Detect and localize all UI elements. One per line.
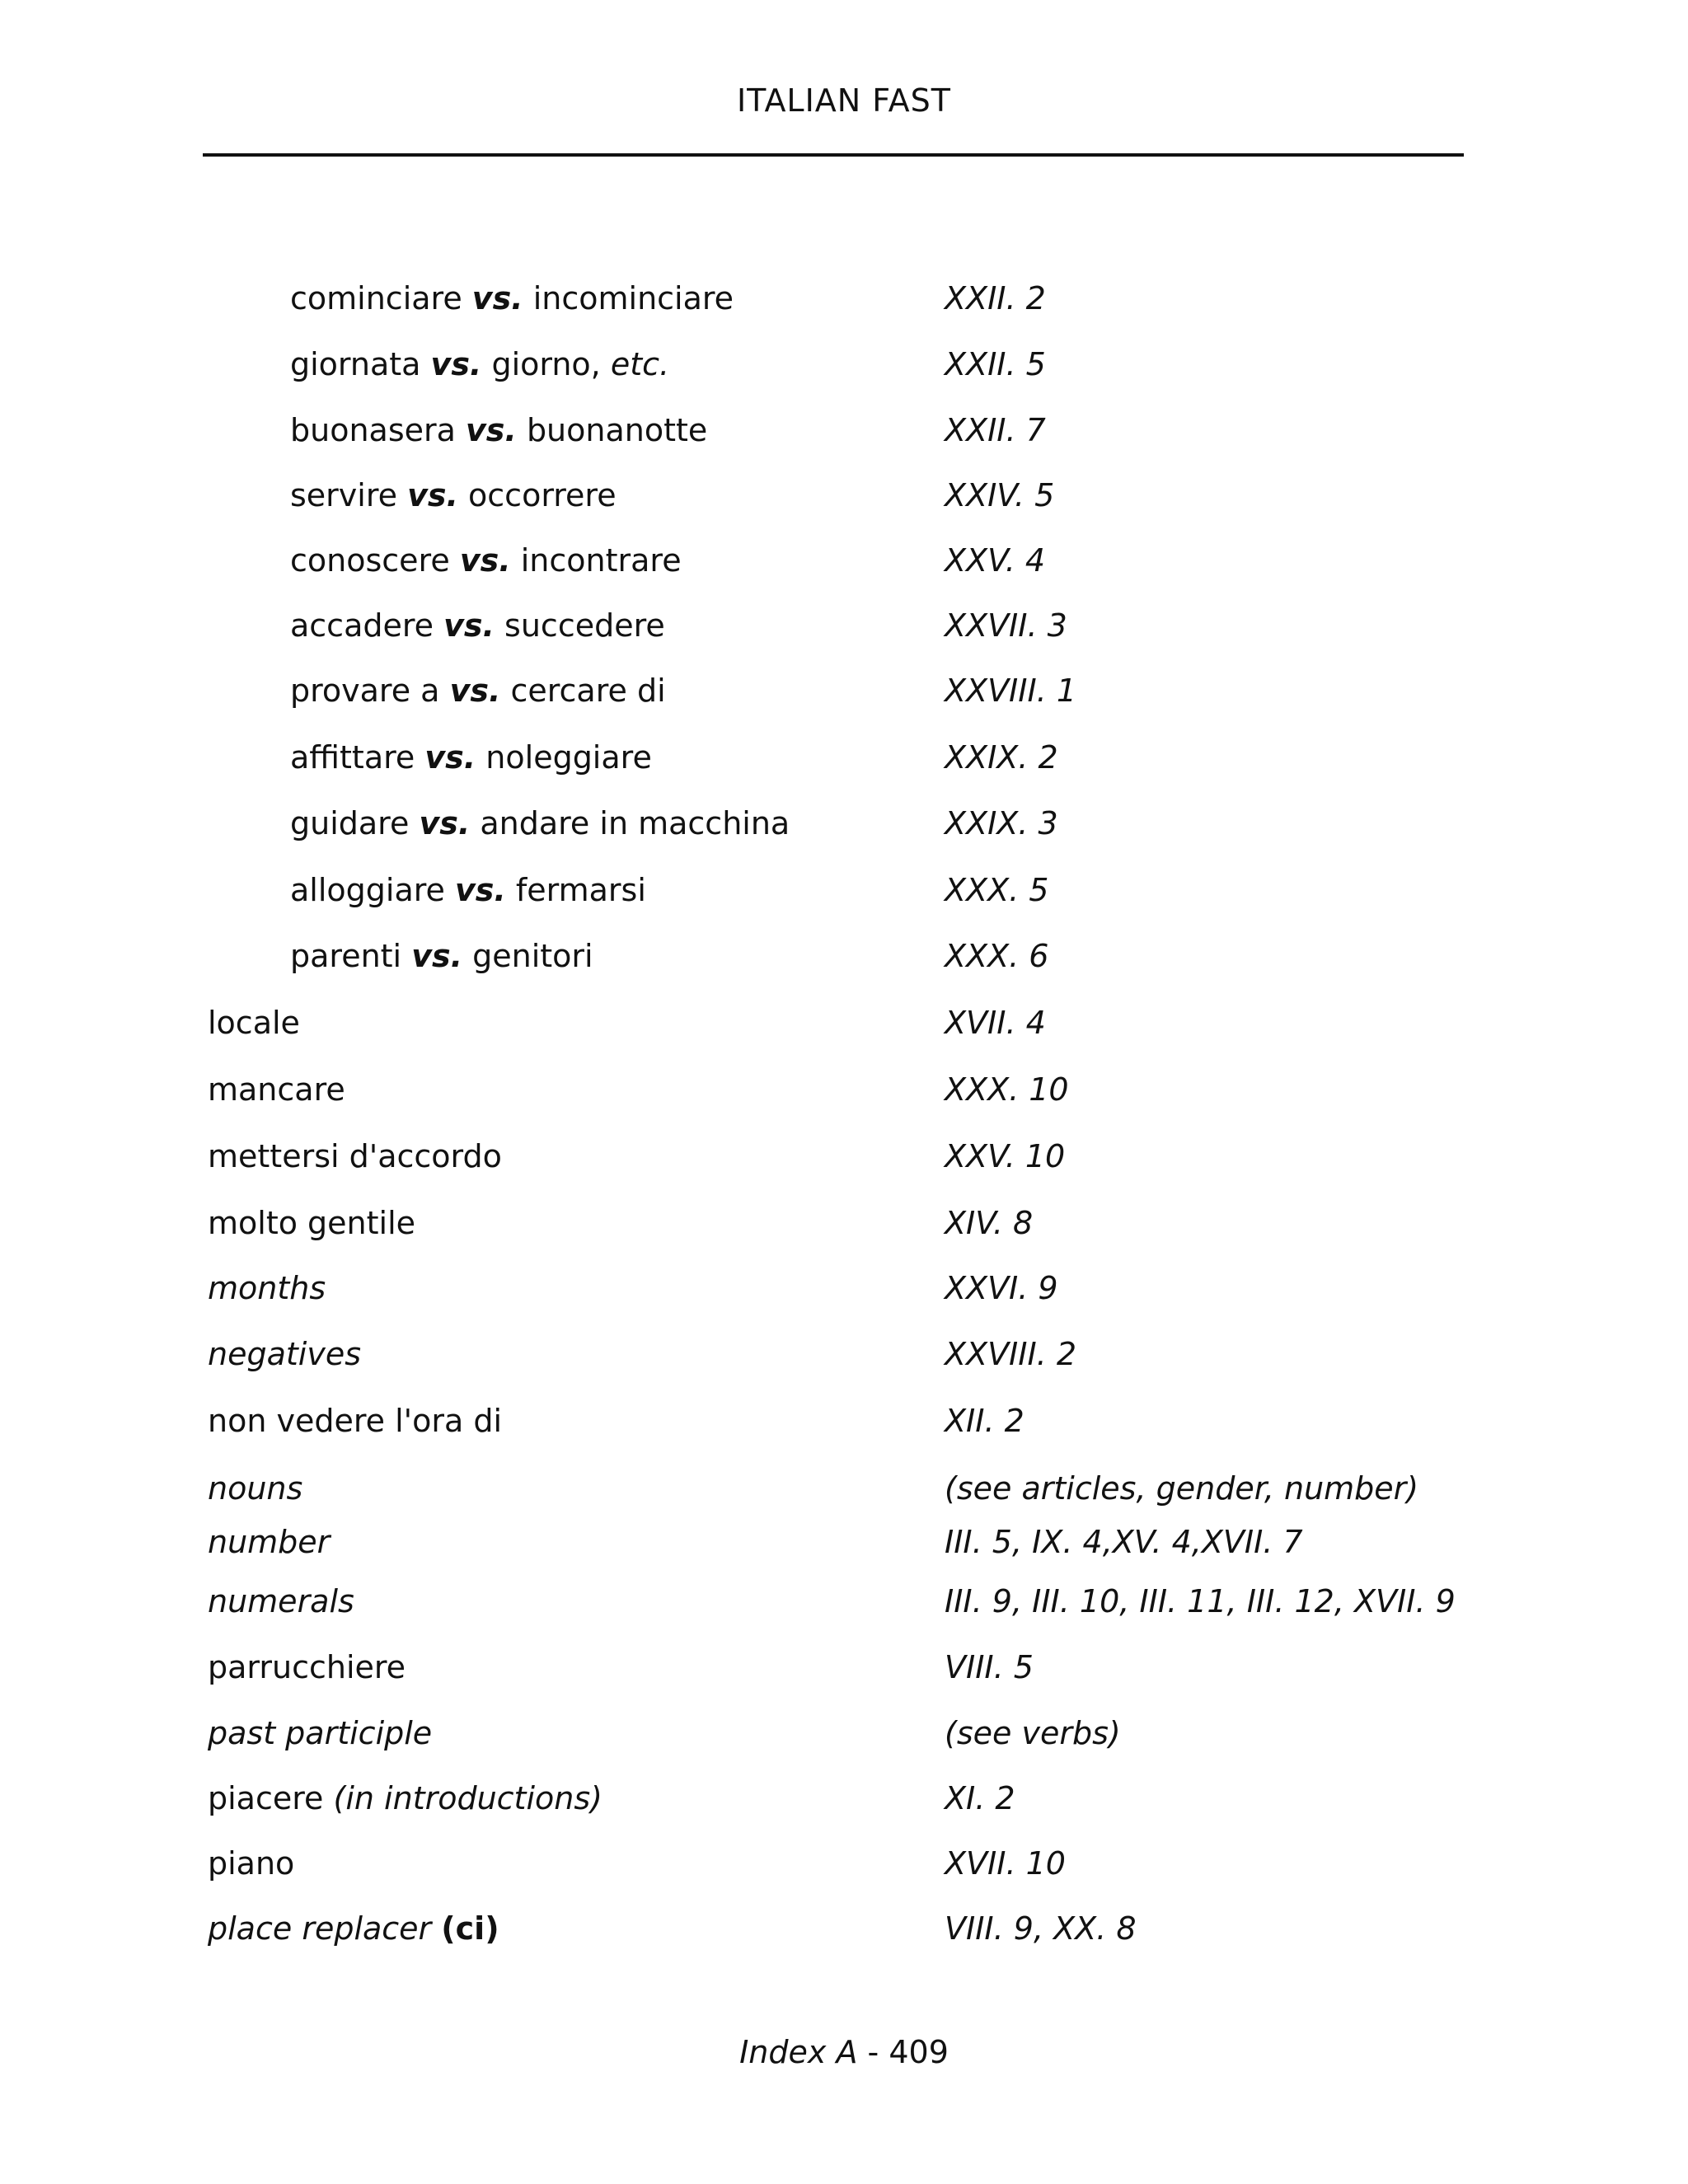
entry-term: provare a vs. cercare di xyxy=(290,673,666,709)
entry-term: guidare vs. andare in macchina xyxy=(290,805,790,841)
entry-reference: XXV. 10 xyxy=(945,1138,1066,1174)
entry-reference: XIV. 8 xyxy=(945,1205,1034,1241)
index-entry xyxy=(0,605,1688,646)
index-entry xyxy=(0,1136,1688,1177)
index-entry xyxy=(0,803,1688,844)
index-entry xyxy=(0,1713,1688,1754)
entry-term: alloggiare vs. fermarsi xyxy=(290,872,646,908)
page-header: ITALIAN FAST xyxy=(736,82,952,119)
entry-reference: XXII. 7 xyxy=(945,412,1046,448)
entry-reference: XXX. 6 xyxy=(945,938,1049,974)
entry-reference: III. 5, IX. 4,XV. 4,XVII. 7 xyxy=(945,1524,1303,1560)
entry-reference: XXX. 10 xyxy=(945,1071,1069,1108)
entry-term: servire vs. occorrere xyxy=(290,477,617,513)
entry-reference: XXIX. 3 xyxy=(945,805,1058,841)
header-rule xyxy=(203,153,1464,157)
entry-term: affittare vs. noleggiare xyxy=(290,739,652,776)
entry-term: nouns xyxy=(208,1470,303,1507)
entry-reference: XVII. 10 xyxy=(945,1845,1066,1882)
entry-term: place replacer (ci) xyxy=(208,1910,499,1947)
entry-reference: (see verbs) xyxy=(945,1715,1121,1751)
entry-reference: VIII. 9, XX. 8 xyxy=(945,1910,1137,1947)
entry-term: non vedere l'ora di xyxy=(208,1403,503,1439)
entry-reference: XXIV. 5 xyxy=(945,477,1055,513)
entry-term: conoscere vs. incontrare xyxy=(290,542,682,579)
entry-term: buonasera vs. buonanotte xyxy=(290,412,708,448)
entry-term: number xyxy=(208,1524,331,1560)
entry-reference: (see articles, gender, number) xyxy=(945,1470,1419,1507)
index-entry xyxy=(0,1400,1688,1441)
entry-term: molto gentile xyxy=(208,1205,416,1241)
entry-term: cominciare vs. incominciare xyxy=(290,280,734,316)
entry-term: negatives xyxy=(208,1336,361,1372)
entry-reference: XI. 2 xyxy=(945,1780,1015,1816)
footer-label: Index A xyxy=(739,2034,858,2070)
entry-reference: XXVII. 3 xyxy=(945,607,1067,644)
entry-term: piano xyxy=(208,1845,295,1882)
entry-reference: XXVIII. 2 xyxy=(945,1336,1077,1372)
index-entry xyxy=(0,935,1688,977)
entry-reference: III. 9, III. 10, III. 11, III. 12, XVII. 9 xyxy=(945,1583,1456,1619)
index-entry xyxy=(0,278,1688,319)
index-entry xyxy=(0,344,1688,385)
entry-reference: XXII. 5 xyxy=(945,346,1046,382)
entry-reference: XXIX. 2 xyxy=(945,739,1058,776)
index-entry xyxy=(0,1778,1688,1819)
entry-term: giornata vs. giorno, etc. xyxy=(290,346,670,382)
entry-term: mettersi d'accordo xyxy=(208,1138,502,1174)
entry-term: parenti vs. genitori xyxy=(290,938,593,974)
index-entry xyxy=(0,1647,1688,1688)
index-entry xyxy=(0,737,1688,778)
index-entry xyxy=(0,1468,1688,1509)
entry-term: past participle xyxy=(208,1715,433,1751)
entry-term: months xyxy=(208,1270,326,1306)
page-footer xyxy=(0,2034,1688,2070)
entry-term: numerals xyxy=(208,1583,354,1619)
index-entry xyxy=(0,1581,1688,1622)
page-number: 409 xyxy=(889,2034,949,2070)
entry-term: piacere (in introductions) xyxy=(208,1780,603,1816)
entry-term: locale xyxy=(208,1005,300,1041)
entry-term: accadere vs. succedere xyxy=(290,607,665,644)
index-entry xyxy=(0,1002,1688,1043)
entry-reference: XXII. 2 xyxy=(945,280,1046,316)
entry-reference: XXVIII. 1 xyxy=(945,673,1077,709)
entry-reference: XXV. 4 xyxy=(945,542,1046,579)
index-entry xyxy=(0,475,1688,516)
entry-reference: XXVI. 9 xyxy=(945,1270,1058,1306)
index-entry xyxy=(0,1268,1688,1309)
entry-term: mancare xyxy=(208,1071,345,1108)
index-entry xyxy=(0,670,1688,711)
index-entry xyxy=(0,869,1688,911)
index-entry xyxy=(0,1333,1688,1375)
entry-reference: XII. 2 xyxy=(945,1403,1025,1439)
index-entry xyxy=(0,1521,1688,1563)
index-entry xyxy=(0,1908,1688,1949)
entry-reference: XXX. 5 xyxy=(945,872,1049,908)
entry-reference: XVII. 4 xyxy=(945,1005,1046,1041)
entry-term: parrucchiere xyxy=(208,1649,406,1685)
index-entry xyxy=(0,1843,1688,1884)
index-entry xyxy=(0,540,1688,581)
footer-separator: - xyxy=(867,2034,879,2070)
entry-reference: VIII. 5 xyxy=(945,1649,1034,1685)
index-entry xyxy=(0,1202,1688,1244)
index-entry xyxy=(0,410,1688,451)
index-entry xyxy=(0,1069,1688,1110)
